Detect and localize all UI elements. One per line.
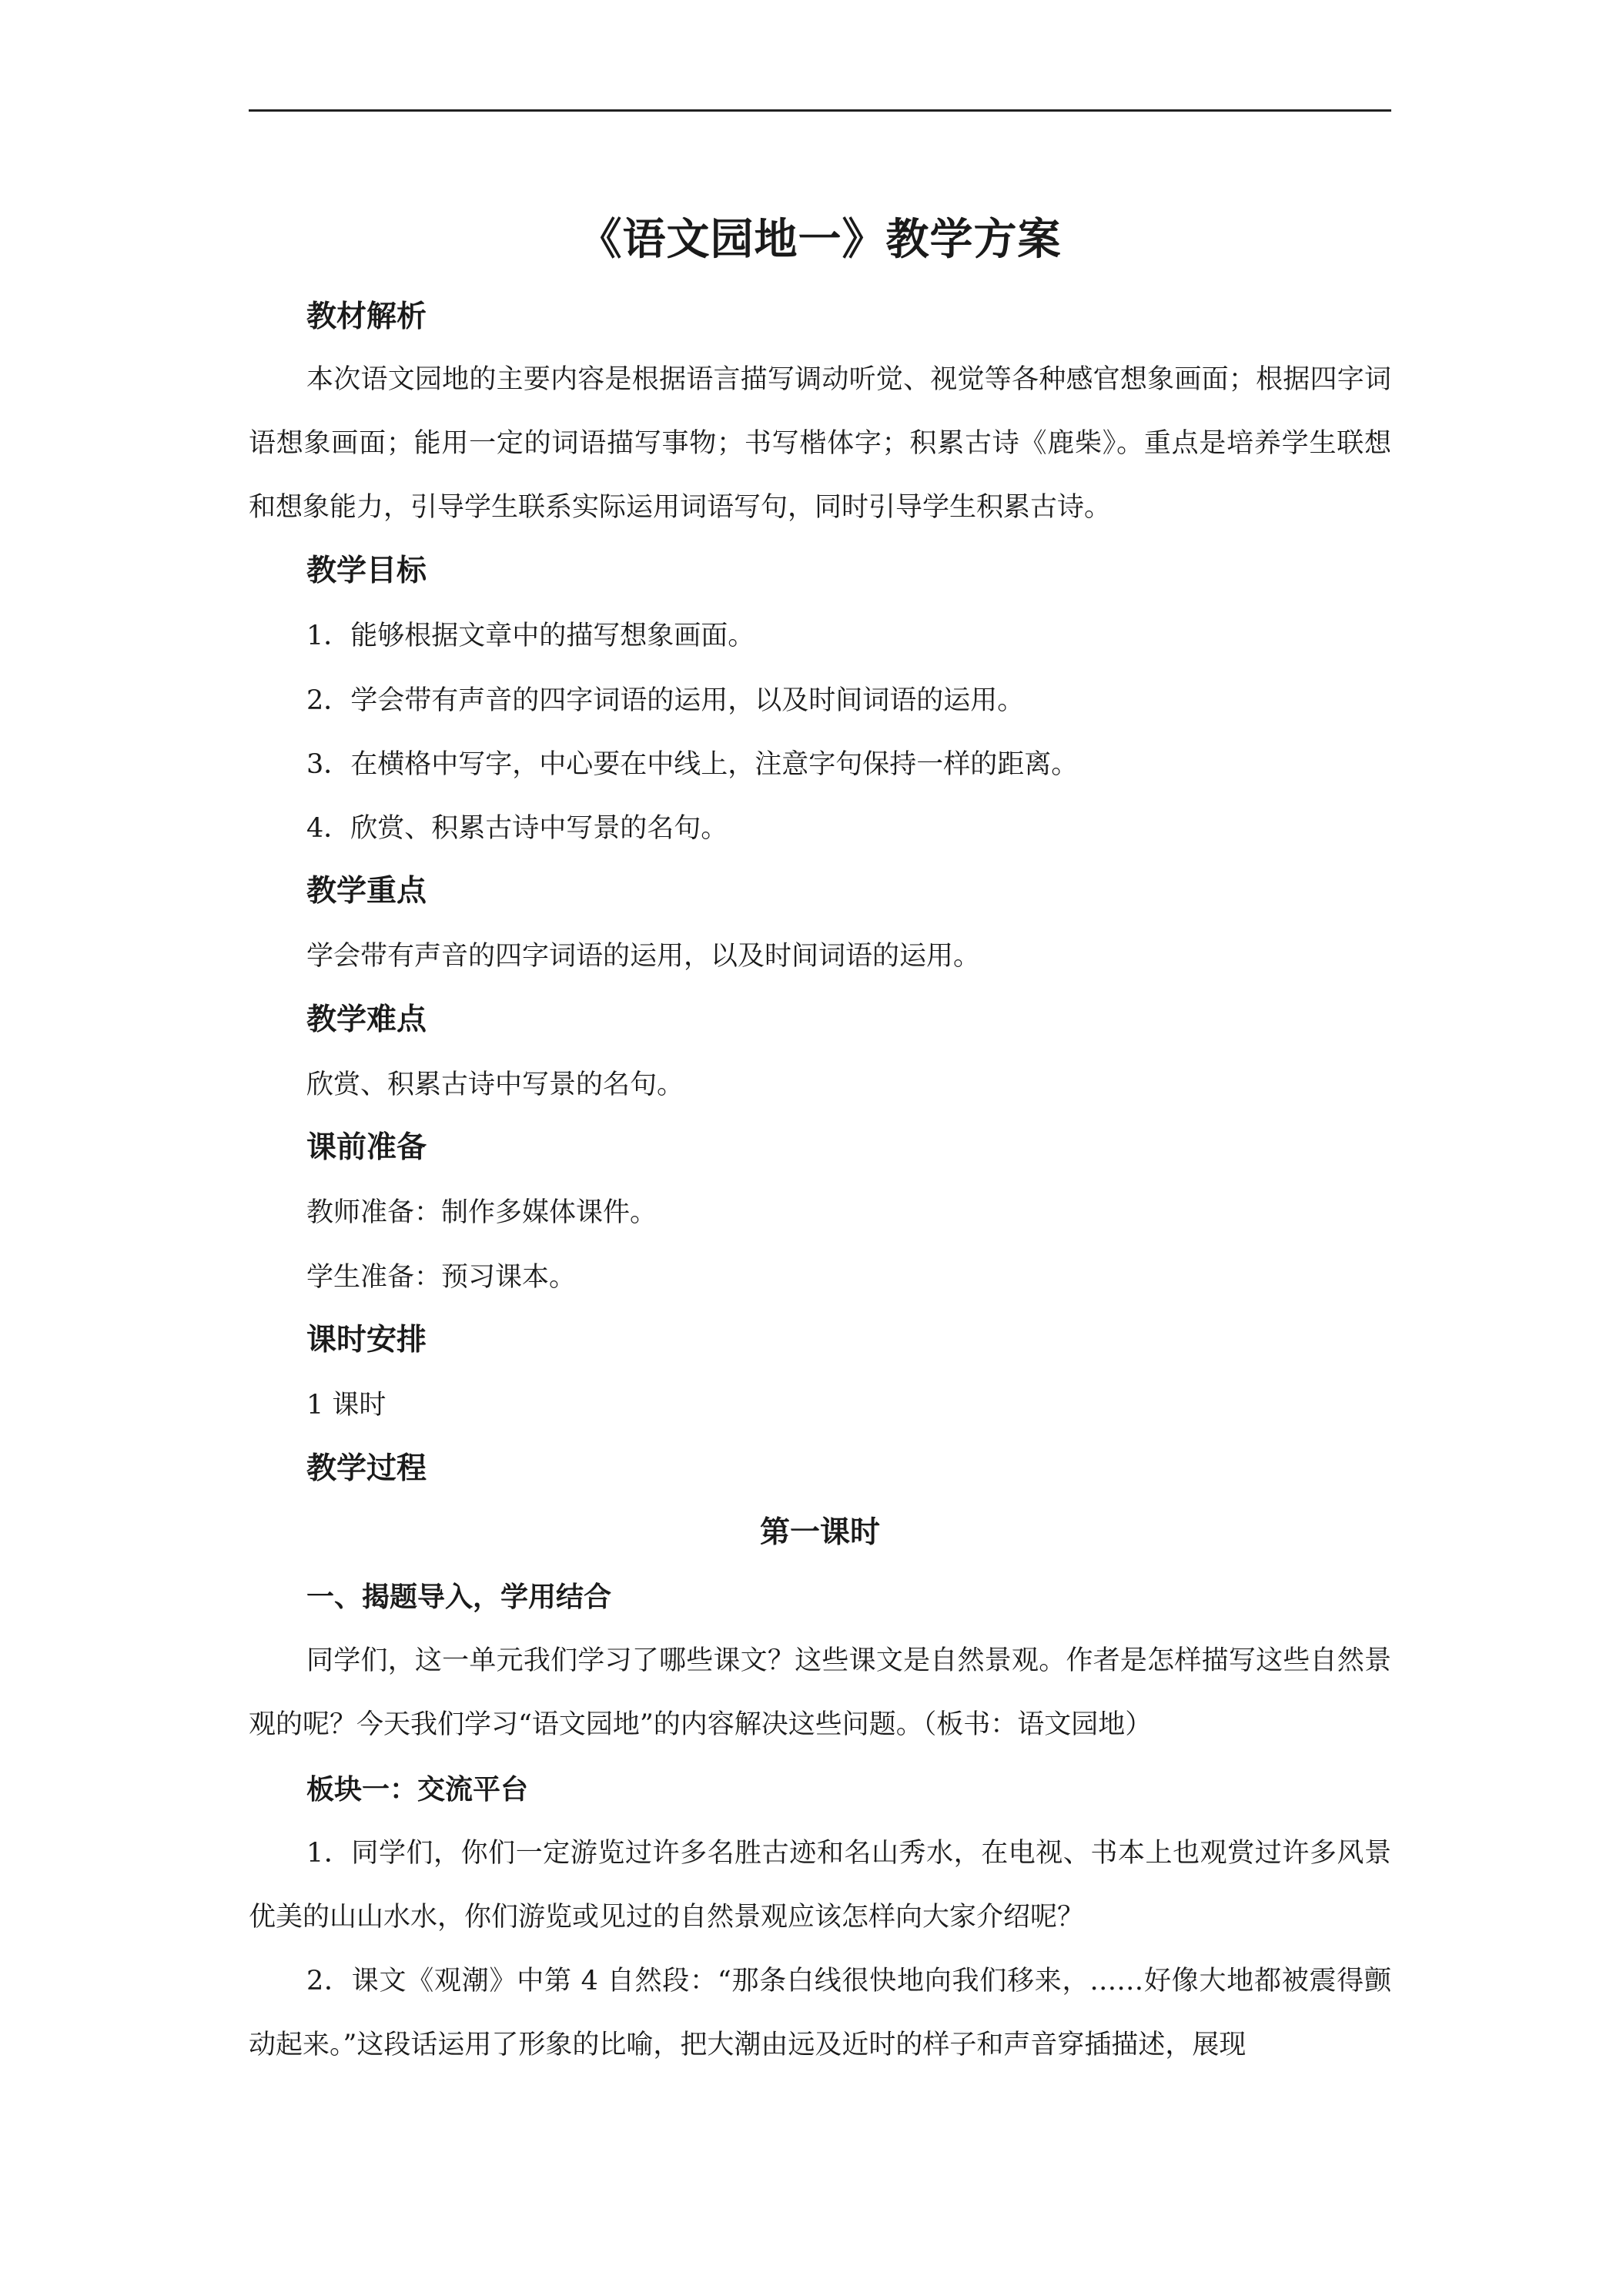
heading-difficulty: 教学难点 <box>306 1002 427 1037</box>
heading-goals: 教学目标 <box>306 554 427 588</box>
document-title: 《语文园地一》教学方案 <box>578 215 1062 265</box>
schedule-text: 1 课时 <box>306 1390 387 1421</box>
goal-item: 2．学会带有声音的四字词语的运用，以及时间词语的运用。 <box>306 685 1025 716</box>
heading-analysis: 教材解析 <box>306 300 427 334</box>
heading-focus: 教学重点 <box>306 874 427 909</box>
heading-process: 教学过程 <box>306 1451 427 1486</box>
header-rule <box>249 109 1391 112</box>
focus-text: 学会带有声音的四字词语的运用，以及时间词语的运用。 <box>306 941 981 972</box>
analysis-paragraph: 本次语文园地的主要内容是根据语言描写调动听觉、视觉等各种感官想象画面；根据四字词语想象画面；能用一定的词语描写事物；书写楷体字；积累古诗《鹿柴》。重点是培养学生联想和想象能力，引导学生联系实际运用词语写句，同时引导学生积累古诗。 <box>249 364 1391 523</box>
heading-part1: 一、揭题导入，学用结合 <box>306 1581 612 1613</box>
goal-item: 1．能够根据文章中的描写想象画面。 <box>306 621 755 651</box>
heading-block1: 板块一：交流平台 <box>306 1774 529 1806</box>
block1-item2: 2．课文《观潮》中第 4 自然段：“那条白线很快地向我们移来，……好像大地都被震得颤动起来。”这段话运用了形象的比喻，把大潮由远及近时的样子和声音穿插描述，展现 <box>249 1966 1391 2060</box>
block1-item1: 1．同学们，你们一定游览过许多名胜古迹和名山秀水，在电视、书本上也观赏过许多风景优美的山山水水，你们游览或见过的自然景观应该怎样向大家介绍呢？ <box>249 1838 1391 1933</box>
heading-lesson: 第一课时 <box>759 1515 880 1550</box>
heading-prep: 课前准备 <box>306 1130 427 1165</box>
difficulty-text: 欣赏、积累古诗中写景的名句。 <box>306 1069 684 1100</box>
goal-item: 3．在横格中写字，中心要在中线上，注意字句保持一样的距离。 <box>306 749 1079 780</box>
part1-paragraph: 同学们，这一单元我们学习了哪些课文？这些课文是自然景观。作者是怎样描写这些自然景观的呢？今天我们学习“语文园地”的内容解决这些问题。（板书：语文园地） <box>249 1645 1391 1740</box>
heading-schedule: 课时安排 <box>306 1323 427 1357</box>
prep-teacher: 教师准备：制作多媒体课件。 <box>306 1197 658 1228</box>
prep-student: 学生准备：预习课本。 <box>306 1262 577 1293</box>
goal-item: 4．欣赏、积累古诗中写景的名句。 <box>306 813 728 844</box>
